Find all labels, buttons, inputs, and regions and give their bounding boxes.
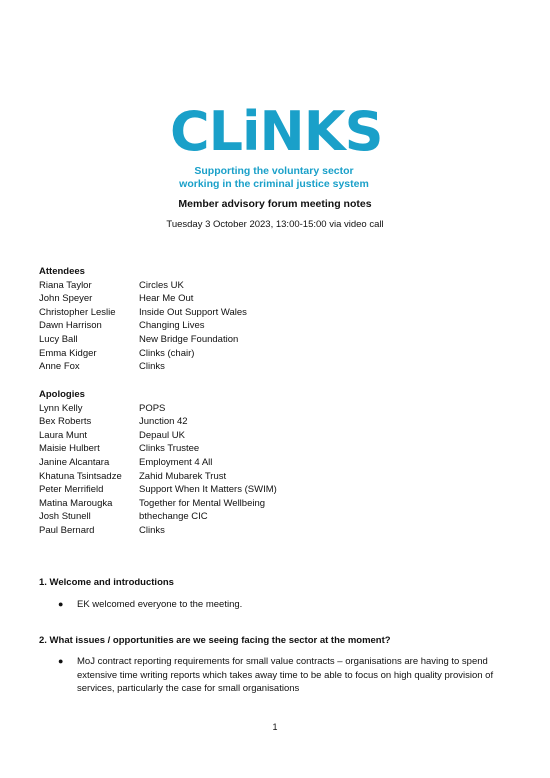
bullet-icon: ● bbox=[58, 656, 64, 666]
person-name: Christopher Leslie bbox=[39, 306, 116, 318]
person-name: Bex Roberts bbox=[39, 416, 92, 428]
person-name: Maisie Hulbert bbox=[39, 443, 100, 455]
organisation-name: Depaul UK bbox=[139, 429, 185, 441]
person-name: Laura Munt bbox=[39, 429, 88, 441]
person-name: Lynn Kelly bbox=[39, 402, 83, 414]
organisation-name: Clinks (chair) bbox=[139, 347, 195, 359]
person-name: Emma Kidger bbox=[39, 347, 97, 359]
organisation-name: Circles UK bbox=[139, 279, 184, 291]
organisation-name: Changing Lives bbox=[139, 320, 205, 332]
attendees-row bbox=[39, 319, 519, 333]
attendees-heading: Attendees bbox=[39, 266, 85, 277]
organisation-name: POPS bbox=[139, 402, 166, 414]
apologies-row bbox=[39, 483, 519, 497]
document-title: Member advisory forum meeting notes bbox=[178, 198, 372, 210]
bullet-text: MoJ contract reporting requirements for small value contracts – organisations are having to spend extensive time writing reports which takes away time to be able to focus on high quality provision of services, particularly the case for small organisations bbox=[77, 656, 494, 695]
apologies-row bbox=[39, 415, 519, 429]
person-name: Lucy Ball bbox=[39, 333, 78, 345]
organisation-name: Hear Me Out bbox=[139, 293, 194, 305]
organisation-name: bthechange CIC bbox=[139, 511, 208, 523]
organisation-name: Employment 4 All bbox=[139, 456, 213, 468]
apologies-row bbox=[39, 402, 519, 416]
person-name: Riana Taylor bbox=[39, 279, 92, 291]
person-name: Dawn Harrison bbox=[39, 320, 102, 332]
apologies-row bbox=[39, 456, 519, 470]
apologies-row bbox=[39, 510, 519, 524]
section-2-bullet bbox=[58, 655, 518, 696]
apologies-row bbox=[39, 442, 519, 456]
apologies-heading: Apologies bbox=[39, 389, 85, 400]
organisation-name: Clinks bbox=[139, 361, 165, 373]
apologies-row bbox=[39, 470, 519, 484]
person-name: John Speyer bbox=[39, 293, 93, 305]
organisation-name: Together for Mental Wellbeing bbox=[139, 497, 266, 509]
section-1-heading: 1. Welcome and introductions bbox=[39, 577, 174, 588]
organisation-name: Clinks bbox=[139, 524, 165, 536]
logo-tagline bbox=[168, 165, 380, 190]
apologies-list bbox=[39, 402, 519, 538]
tagline-line-1: Supporting the voluntary sector bbox=[194, 165, 354, 177]
section-2-heading: 2. What issues / opportunities are we seeing facing the sector at the moment? bbox=[39, 635, 391, 646]
attendees-row bbox=[39, 292, 519, 306]
person-name: Khatuna Tsintsadze bbox=[39, 470, 122, 482]
page-number: 1 bbox=[272, 722, 278, 732]
bullet-icon: ● bbox=[58, 599, 64, 609]
organisation-name: New Bridge Foundation bbox=[139, 333, 239, 345]
organisation-name: Inside Out Support Wales bbox=[139, 306, 247, 318]
apologies-row bbox=[39, 524, 519, 538]
apologies-row bbox=[39, 429, 519, 443]
organisation-name: Clinks Trustee bbox=[139, 443, 200, 455]
attendees-section bbox=[39, 265, 519, 374]
organisation-name: Junction 42 bbox=[139, 416, 188, 428]
person-name: Josh Stunell bbox=[39, 511, 91, 523]
section-1-bullet bbox=[58, 598, 518, 612]
apologies-row bbox=[39, 497, 519, 511]
document-subtitle: Tuesday 3 October 2023, 13:00-15:00 via video call bbox=[166, 219, 384, 230]
person-name: Anne Fox bbox=[39, 361, 80, 373]
apologies-section bbox=[39, 388, 519, 538]
person-name: Matina Marougka bbox=[39, 497, 113, 509]
person-name: Paul Bernard bbox=[39, 524, 95, 536]
attendees-list bbox=[39, 279, 519, 374]
attendees-row bbox=[39, 347, 519, 361]
organisation-name: Support When It Matters (SWIM) bbox=[139, 484, 277, 496]
logo-wordmark: CLiNKS bbox=[170, 100, 383, 163]
clinks-logo bbox=[168, 100, 383, 192]
person-name: Janine Alcantara bbox=[39, 456, 110, 468]
tagline-line-2: working in the criminal justice system bbox=[179, 177, 369, 190]
attendees-row bbox=[39, 333, 519, 347]
attendees-row bbox=[39, 279, 519, 293]
person-name: Peter Merrifield bbox=[39, 484, 104, 496]
attendees-row bbox=[39, 360, 519, 374]
bullet-text: EK welcomed everyone to the meeting. bbox=[77, 599, 243, 610]
attendees-row bbox=[39, 306, 519, 320]
organisation-name: Zahid Mubarek Trust bbox=[139, 470, 227, 482]
